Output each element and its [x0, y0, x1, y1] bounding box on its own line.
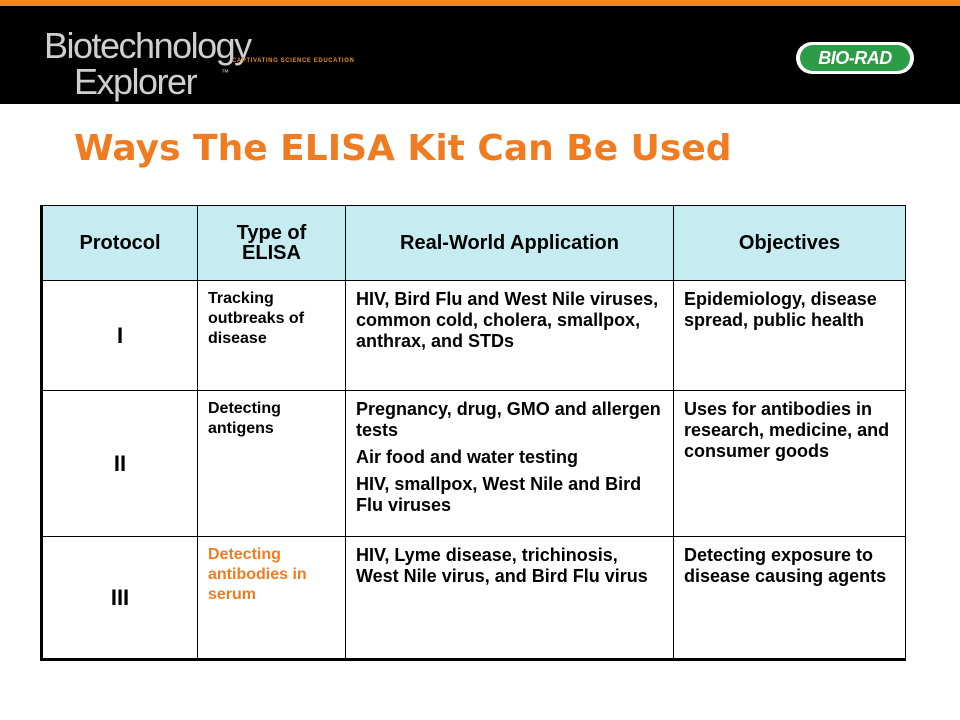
bio-rad-logo [796, 42, 914, 74]
table-row [42, 391, 906, 537]
header-protocol: Protocol [42, 206, 198, 281]
protocol-cell: I [42, 281, 198, 391]
objectives-cell: Detecting exposure to disease causing agents [674, 537, 906, 660]
table-row [42, 537, 906, 660]
bio-rad-logo-text: BIO-RAD [800, 45, 910, 71]
logo-word-explorer: Explorer [74, 61, 197, 102]
objectives-cell: Uses for antibodies in research, medicine, and consumer goods [674, 391, 906, 537]
header-type-of-elisa: Type of ELISA [198, 206, 346, 281]
application-item: HIV, Lyme disease, trichinosis, West Nile virus, and Bird Flu virus [356, 545, 648, 586]
protocol-cell: III [42, 537, 198, 660]
table-row [42, 281, 906, 391]
logo-tagline: CAPTIVATING SCIENCE EDUCATION [232, 58, 355, 64]
application-item: Pregnancy, drug, GMO and allergen tests [356, 399, 661, 440]
application-item: Air food and water testing [356, 447, 579, 467]
header-objectives: Objectives [674, 206, 906, 281]
type-cell: Detecting antigens [198, 391, 346, 537]
table-header-row [42, 206, 906, 281]
page-title: Ways The ELISA Kit Can Be Used [74, 128, 732, 169]
type-cell: Tracking outbreaks of disease [198, 281, 346, 391]
objectives-cell: Epidemiology, disease spread, public health [674, 281, 906, 391]
application-item: HIV, smallpox, West Nile and Bird Flu viruses [356, 474, 642, 515]
protocol-cell: II [42, 391, 198, 537]
application-cell [346, 537, 674, 660]
elisa-uses-table [40, 205, 906, 661]
logo-word-biotechnology: Biotechnology [44, 25, 251, 66]
application-cell [346, 391, 674, 537]
type-cell: Detecting antibodies in serum [198, 537, 346, 660]
application-item: HIV, Bird Flu and West Nile viruses, common cold, cholera, smallpox, anthrax, and STDs [356, 289, 659, 351]
header-real-world-application: Real-World Application [346, 206, 674, 281]
biotechnology-explorer-logo [44, 25, 364, 102]
logo-trademark: ™ [221, 68, 229, 77]
application-cell [346, 281, 674, 391]
